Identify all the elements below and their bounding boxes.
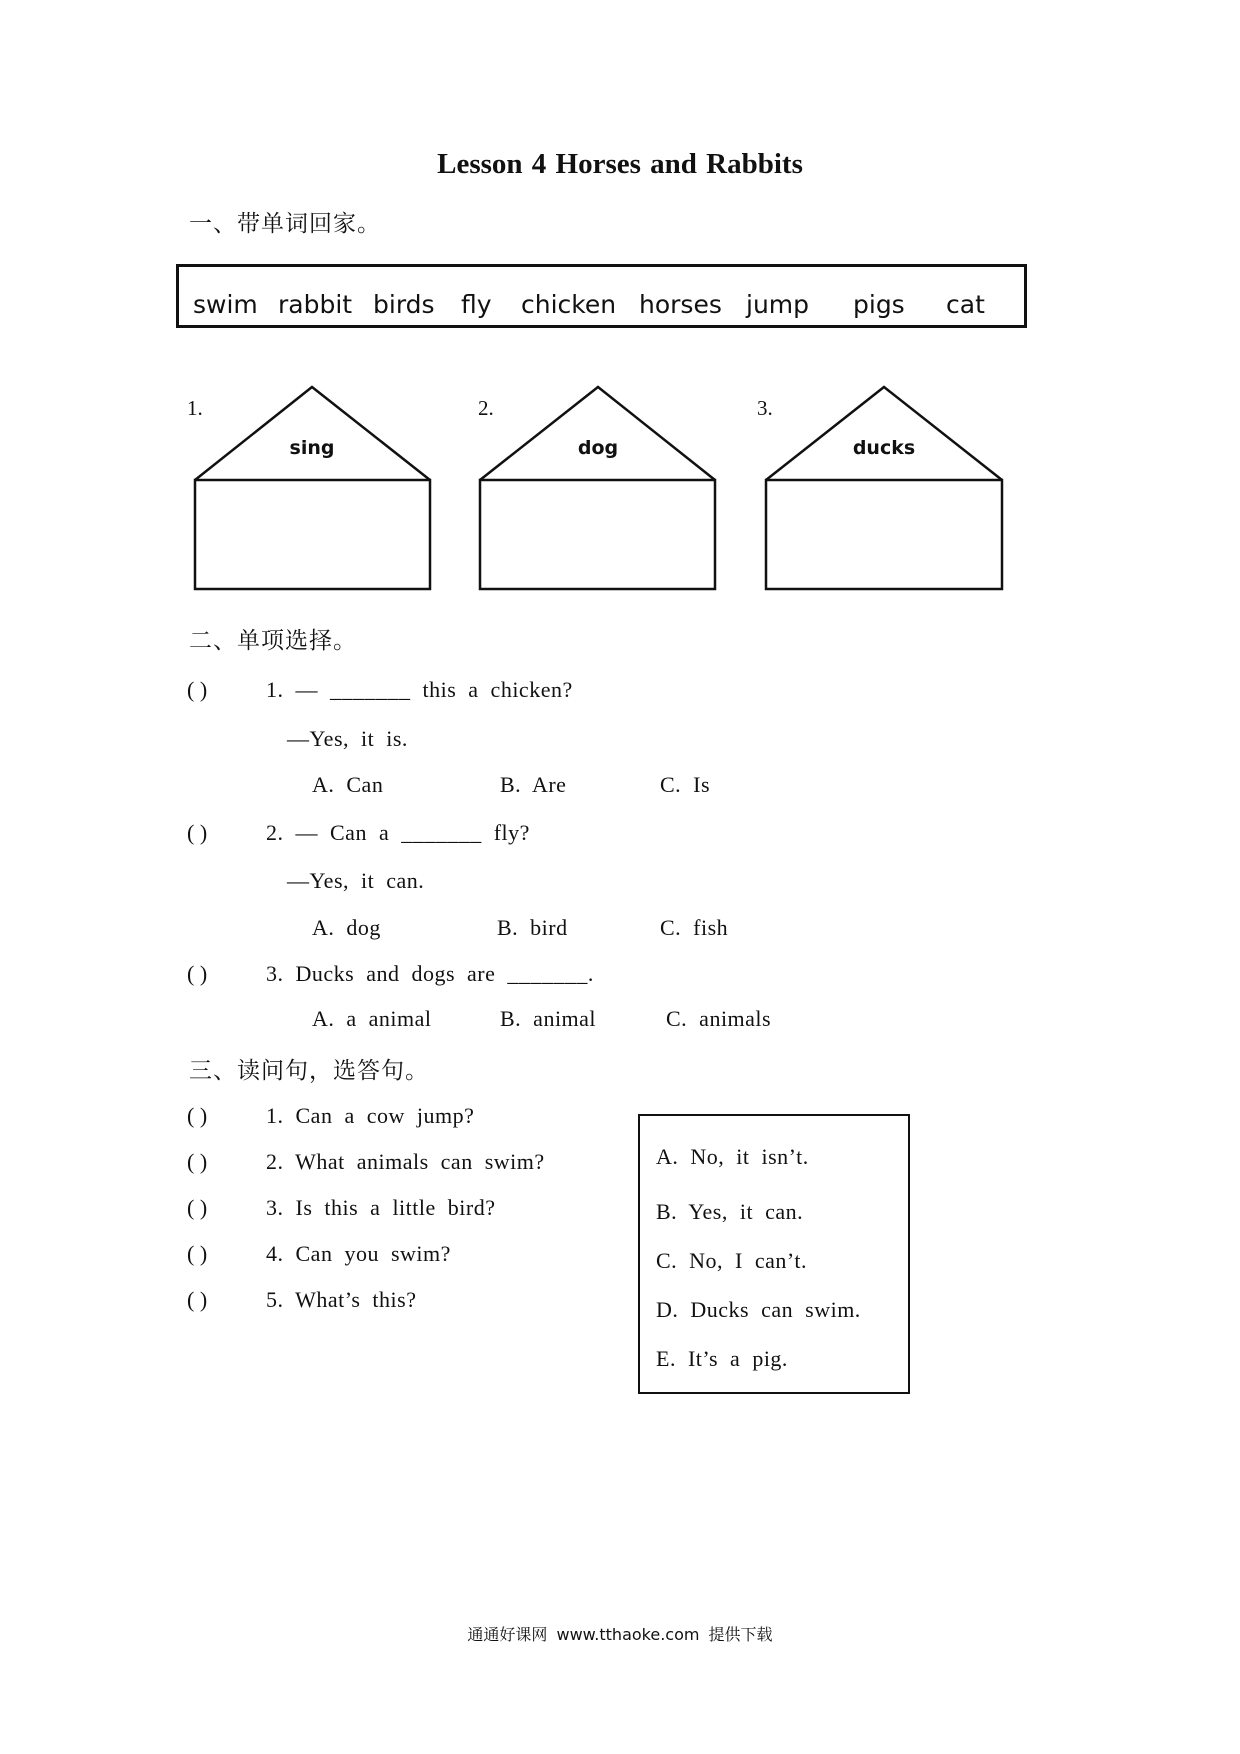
- word-bank-item: swim: [193, 290, 258, 319]
- question-reply: —Yes, it can.: [287, 868, 425, 893]
- answer-parentheses[interactable]: ( ): [187, 961, 208, 986]
- question-stem: 1. — _______ this a chicken?: [266, 677, 573, 702]
- roof-word: ducks: [852, 437, 916, 459]
- option: C. fish: [660, 915, 729, 940]
- word-bank-item: cat: [946, 290, 985, 319]
- answer-choice: C. No, I can’t.: [656, 1248, 807, 1273]
- section2-heading: 二、单项选择。: [189, 628, 357, 654]
- footer-source: 通通好课网 www.tthaoke.com 提供下载: [467, 1625, 773, 1644]
- option: C. Is: [660, 772, 711, 797]
- answer-choice: A. No, it isn’t.: [656, 1144, 809, 1169]
- answer-choice: E. It’s a pig.: [656, 1346, 788, 1371]
- house-number: 1.: [187, 396, 203, 420]
- answer-parentheses[interactable]: ( ): [187, 820, 208, 845]
- answer-parentheses[interactable]: ( ): [187, 1103, 208, 1128]
- house-number: 3.: [757, 396, 773, 420]
- house-number: 2.: [478, 396, 494, 420]
- answer-choice: D. Ducks can swim.: [656, 1297, 861, 1322]
- section3-heading: 三、读问句，选答句。: [189, 1058, 429, 1084]
- word-bank-item: horses: [639, 290, 722, 319]
- option: A. Can: [312, 772, 384, 797]
- question-text: 4. Can you swim?: [266, 1241, 451, 1266]
- option: B. animal: [500, 1006, 597, 1031]
- answer-parentheses[interactable]: ( ): [187, 1195, 208, 1220]
- house-3: [766, 387, 1002, 589]
- word-bank-item: fly: [461, 290, 492, 319]
- word-bank-item: chicken: [521, 290, 617, 319]
- question-stem: 2. — Can a _______ fly?: [266, 820, 530, 845]
- answer-parentheses[interactable]: ( ): [187, 1241, 208, 1266]
- option: A. a animal: [312, 1006, 432, 1031]
- house-2: [480, 387, 715, 589]
- house-1: [195, 387, 430, 589]
- option: A. dog: [312, 915, 381, 940]
- word-bank-item: birds: [373, 290, 435, 319]
- question-text: 5. What’s this?: [266, 1287, 417, 1312]
- answer-parentheses[interactable]: ( ): [187, 677, 208, 702]
- answer-parentheses[interactable]: ( ): [187, 1287, 208, 1312]
- option: B. bird: [497, 915, 568, 940]
- word-bank-item: jump: [746, 290, 810, 319]
- word-bank-item: pigs: [853, 290, 905, 319]
- question-text: 2. What animals can swim?: [266, 1149, 545, 1174]
- question-reply: —Yes, it is.: [287, 726, 408, 751]
- question-text: 1. Can a cow jump?: [266, 1103, 475, 1128]
- section1-heading: 一、带单词回家。: [189, 211, 381, 237]
- roof-word: sing: [289, 437, 335, 459]
- word-bank-item: rabbit: [278, 290, 353, 319]
- page-title: Lesson 4 Horses and Rabbits: [437, 148, 803, 180]
- question-stem: 3. Ducks and dogs are _______.: [266, 961, 594, 986]
- option: C. animals: [666, 1006, 772, 1031]
- question-text: 3. Is this a little bird?: [266, 1195, 496, 1220]
- roof-word: dog: [577, 437, 619, 459]
- answer-parentheses[interactable]: ( ): [187, 1149, 208, 1174]
- option: B. Are: [500, 772, 567, 797]
- answer-choice: B. Yes, it can.: [656, 1199, 804, 1224]
